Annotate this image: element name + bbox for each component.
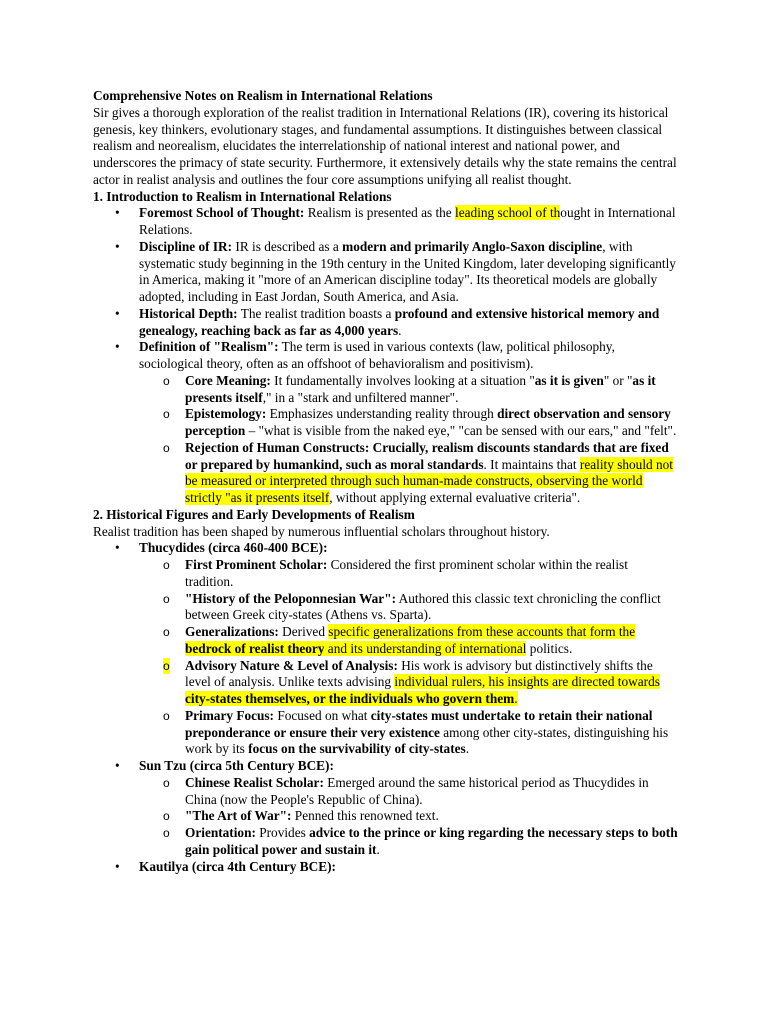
bold-text: as it presents itself — [185, 372, 656, 405]
sub-list-item — [139, 624, 678, 658]
highlighted-text: individual rulers, his insights are directed towards — [394, 674, 660, 690]
item-text: Derived — [278, 624, 329, 639]
sub-list-item — [139, 775, 678, 809]
sub-list-item — [139, 406, 678, 440]
section-2-intro: Realist tradition has been shaped by numerous influential scholars throughout history. — [93, 523, 550, 539]
item-text: His work is advisory but distinctively shifts the level of analysis. Unlike texts advising — [185, 657, 653, 690]
item-text: IR is described as a — [232, 238, 343, 254]
bullet-icon: • — [115, 858, 120, 874]
list-item — [93, 205, 678, 239]
bold-text: direct observation and sensory perception — [185, 406, 671, 438]
highlighted-text — [185, 641, 324, 656]
sub-list-item — [139, 825, 678, 859]
item-label: Chinese Realist Scholar: — [185, 774, 324, 790]
section-2-list — [93, 540, 678, 875]
sub-bullet-icon: o — [163, 826, 170, 840]
item-label: Advisory Nature & Level of Analysis: — [185, 657, 398, 673]
item-label: Foremost School of Thought: — [139, 205, 305, 221]
item-text: ," in a "stark and unfiltered manner". — [262, 389, 459, 405]
item-label: Definition of "Realism": — [139, 339, 279, 355]
sub-bullet-icon: o — [163, 809, 170, 824]
sub-list-item — [139, 658, 678, 708]
item-text: , without applying external evaluative criteria". — [329, 490, 581, 505]
sub-list-item — [139, 591, 678, 625]
item-label: "History of the Peloponnesian War": — [185, 590, 397, 606]
item-text: The term is used in various contexts (law, political philosophy, sociological theory, often as an offshoot of behavioralism and positivism). — [139, 339, 615, 371]
item-text: . It maintains that — [483, 456, 580, 472]
highlighted-text — [185, 691, 514, 706]
item-text: Focused on what — [274, 707, 371, 723]
sub-list — [139, 557, 678, 758]
sub-bullet-icon: o — [163, 558, 170, 572]
item-text: . — [465, 741, 470, 757]
sub-list — [139, 373, 678, 507]
item-label: "The Art of War": — [185, 808, 292, 824]
item-text: . — [376, 841, 380, 857]
item-label: Sun Tzu (circa 5th Century BCE): — [139, 758, 334, 773]
bold-text: focus on the survivability of city-states — [248, 741, 466, 757]
section-2-heading: 2. Historical Figures and Early Developments of Realism — [93, 506, 415, 522]
list-item — [93, 758, 678, 859]
item-text: Considered the first prominent scholar within the realist tradition. — [185, 557, 628, 589]
bold-text: profound and extensive historical memory and genealogy, reaching back as far as 4,000 years — [139, 305, 660, 338]
highlighted-text: leading school of th — [455, 205, 561, 221]
sub-list-item — [139, 557, 678, 591]
item-label: Epistemology: — [185, 406, 267, 422]
highlighted-text: reality should not be measured or interpreted through such human-made constructs, observing the world strictly "as it presents itself — [185, 456, 673, 505]
bold-text: modern and primarily Anglo-Saxon discipline — [342, 238, 603, 254]
section-1-list — [93, 205, 678, 507]
item-text: Emphasizes understanding reality through — [266, 406, 498, 422]
item-text: " or " — [603, 372, 633, 388]
highlighted-text: and its understanding of international — [324, 640, 527, 656]
bullet-icon: • — [115, 205, 120, 221]
sub-bullet-icon: o — [163, 591, 170, 606]
item-label: Core Meaning: — [185, 372, 271, 388]
sub-bullet-icon: o — [163, 407, 170, 422]
item-text: , with systematic study beginning in the 19th century in the United Kingdom, later developing significantly in America, making it "more of an American discipline today". Its theoretical models are globally adopted, including in East Jordan, South America, and Asia. — [139, 238, 676, 304]
item-label: Discipline of IR: — [139, 238, 233, 254]
bold-text: as it is given — [534, 372, 604, 388]
bullet-icon: • — [115, 238, 120, 254]
item-text: among other city-states, distinguishing his work by its — [185, 724, 669, 757]
sub-bullet-icon: o — [163, 775, 170, 790]
sub-list-item — [139, 440, 678, 507]
item-text: Provides — [255, 825, 310, 840]
bold-text: advice to the prince or king regarding the necessary steps to both gain political power and sustain it — [185, 825, 678, 857]
item-label: Kautilya (circa 4th Century BCE): — [139, 858, 336, 874]
item-label: Orientation: — [185, 825, 256, 840]
list-item — [93, 239, 678, 306]
bullet-icon: • — [115, 305, 120, 321]
bullet-icon: • — [115, 758, 120, 773]
item-text: – "what is visible from the naked eye," "can be sensed with our ears," and "felt". — [245, 423, 677, 438]
list-item — [93, 859, 678, 876]
document-page — [93, 88, 678, 875]
item-text: . — [398, 322, 402, 338]
item-text: Penned this renowned text. — [291, 808, 439, 824]
item-text: ought in International Relations. — [139, 205, 676, 237]
item-label: Primary Focus: — [185, 707, 274, 723]
item-label: Generalizations: — [185, 624, 279, 639]
item-text: Emerged around the same historical period as Thucydides in China (now the People's Republic of China). — [185, 774, 649, 807]
item-label: Rejection of Human Constructs: Crucially, realism discounts standards that are fixed or prepared by humankind, such as moral standards — [185, 439, 669, 472]
intro-paragraph: Sir gives a thorough exploration of the realist tradition in International Relations (IR), covering its historical genesis, key thinkers, evolutionary stages, and fundamental assumptions. It distinguishes between classical realism and neorealism, elucidates the interrelationship of national interest and national power, and underscores the primacy of state security. Furthermore, it extensively details why the state remains the central actor in realist analysis and outlines the four core assumptions unifying all realist thought. — [93, 104, 677, 187]
sub-list-item — [139, 373, 678, 407]
sub-bullet-icon: o — [163, 708, 170, 723]
list-item — [93, 540, 678, 758]
bold-text: city-states must undertake to retain their national preponderance or ensure their very existence — [185, 707, 653, 740]
item-text: Authored this classic text chronicling the conflict between Greek city-states (Athens vs. Sparta). — [185, 590, 661, 623]
sub-bullet-icon: o — [163, 658, 170, 673]
sub-bullet-icon: o — [163, 440, 170, 455]
highlighted-text: specific generalizations from these accounts that form the — [328, 624, 636, 639]
bold-text: city-states themselves, or the individuals who govern them — [185, 691, 515, 706]
sub-list-item — [139, 808, 678, 825]
list-item — [93, 339, 678, 507]
item-text: politics. — [526, 640, 573, 656]
sub-list — [139, 775, 678, 859]
highlighted-text: . — [514, 691, 518, 706]
sub-list-item — [139, 708, 678, 758]
item-text: It fundamentally involves looking at a situation " — [270, 372, 535, 388]
item-label: First Prominent Scholar: — [185, 557, 328, 572]
item-text: The realist tradition boasts a — [237, 305, 395, 321]
item-text: Realism is presented as the — [304, 205, 456, 221]
bold-text: bedrock of realist theory — [185, 640, 325, 656]
bullet-icon: • — [115, 540, 120, 556]
item-label: Thucydides (circa 460-400 BCE): — [139, 540, 328, 556]
document-title: Comprehensive Notes on Realism in International Relations — [93, 88, 433, 103]
item-label: Historical Depth: — [139, 305, 238, 321]
sub-bullet-icon: o — [163, 625, 170, 639]
bullet-icon: • — [115, 339, 120, 355]
sub-bullet-icon: o — [163, 373, 170, 388]
section-1-heading: 1. Introduction to Realism in International Relations — [93, 188, 392, 204]
list-item — [93, 306, 678, 340]
